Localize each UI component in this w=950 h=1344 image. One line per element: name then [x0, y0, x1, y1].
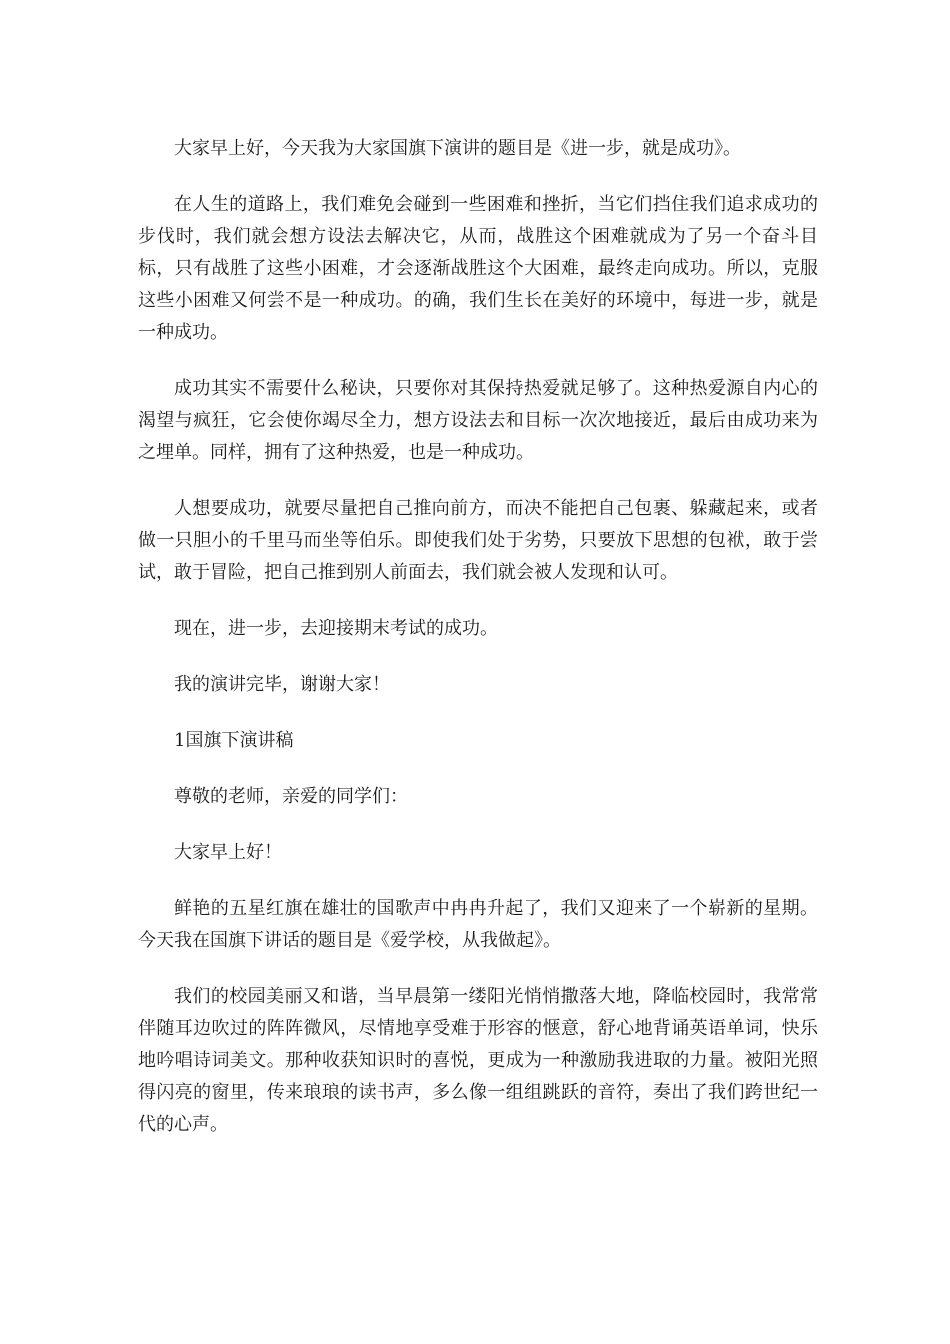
paragraph-body: 在人生的道路上，我们难免会碰到一些困难和挫折，当它们挡住我们追求成功的步伐时，我们就会想方设法去解决它，从而，战胜这个困难就成为了另一个奋斗目标，只有战胜了这些小困难，才会逐渐战胜这个大困难，最终走向成功。所以，克服这些小困难又何尝不是一种成功。的确，我们生长在美好的环境中，每进一步，就是一种成功。 — [138, 194, 818, 343]
paragraph-salutation: 尊敬的老师，亲爱的同学们： — [174, 786, 408, 807]
paragraph-body: 人想要成功，就要尽量把自己推向前方，而决不能把自己包裹、躲藏起来，或者做一只胆小的千里马而坐等伯乐。即使我们处于劣势，只要放下思想的包袱，敢于尝试，敢于冒险，把自己推到别人前面去，我们就会被人发现和认可。 — [138, 498, 818, 583]
paragraph-body: 鲜艳的五星红旗在雄壮的国歌声中冉冉升起了，我们又迎来了一个崭新的星期。今天我在国旗下讲话的题目是《爱学校，从我做起》。 — [138, 898, 818, 951]
paragraph-body: 成功其实不需要什么秘诀，只要你对其保持热爱就足够了。这种热爱源自内心的渴望与疯狂，它会使你竭尽全力，想方设法去和目标一次次地接近，最后由成功来为之埋单。同样，拥有了这种热爱，也是一种成功。 — [138, 378, 818, 463]
section-heading: 1国旗下演讲稿 — [174, 730, 294, 751]
document-body — [138, 133, 818, 1165]
paragraph-closing: 我的演讲完毕，谢谢大家！ — [174, 674, 390, 695]
paragraph-greeting: 大家早上好！ — [174, 842, 282, 863]
paragraph-body: 现在，进一步，去迎接期末考试的成功。 — [174, 618, 498, 639]
paragraph-greeting: 大家早上好，今天我为大家国旗下演讲的题目是《进一步，就是成功》。 — [174, 138, 741, 159]
paragraph-body: 我们的校园美丽又和谐，当早晨第一缕阳光悄悄撒落大地，降临校园时，我常常伴随耳边吹过的阵阵微风，尽情地享受难于形容的惬意，舒心地背诵英语单词，快乐地吟唱诗词美文。那种收获知识时的喜悦，更成为一种激励我进取的力量。被阳光照得闪亮的窗里，传来琅琅的读书声，多么像一组组跳跃的音符，奏出了我们跨世纪一代的心声。 — [138, 986, 818, 1135]
